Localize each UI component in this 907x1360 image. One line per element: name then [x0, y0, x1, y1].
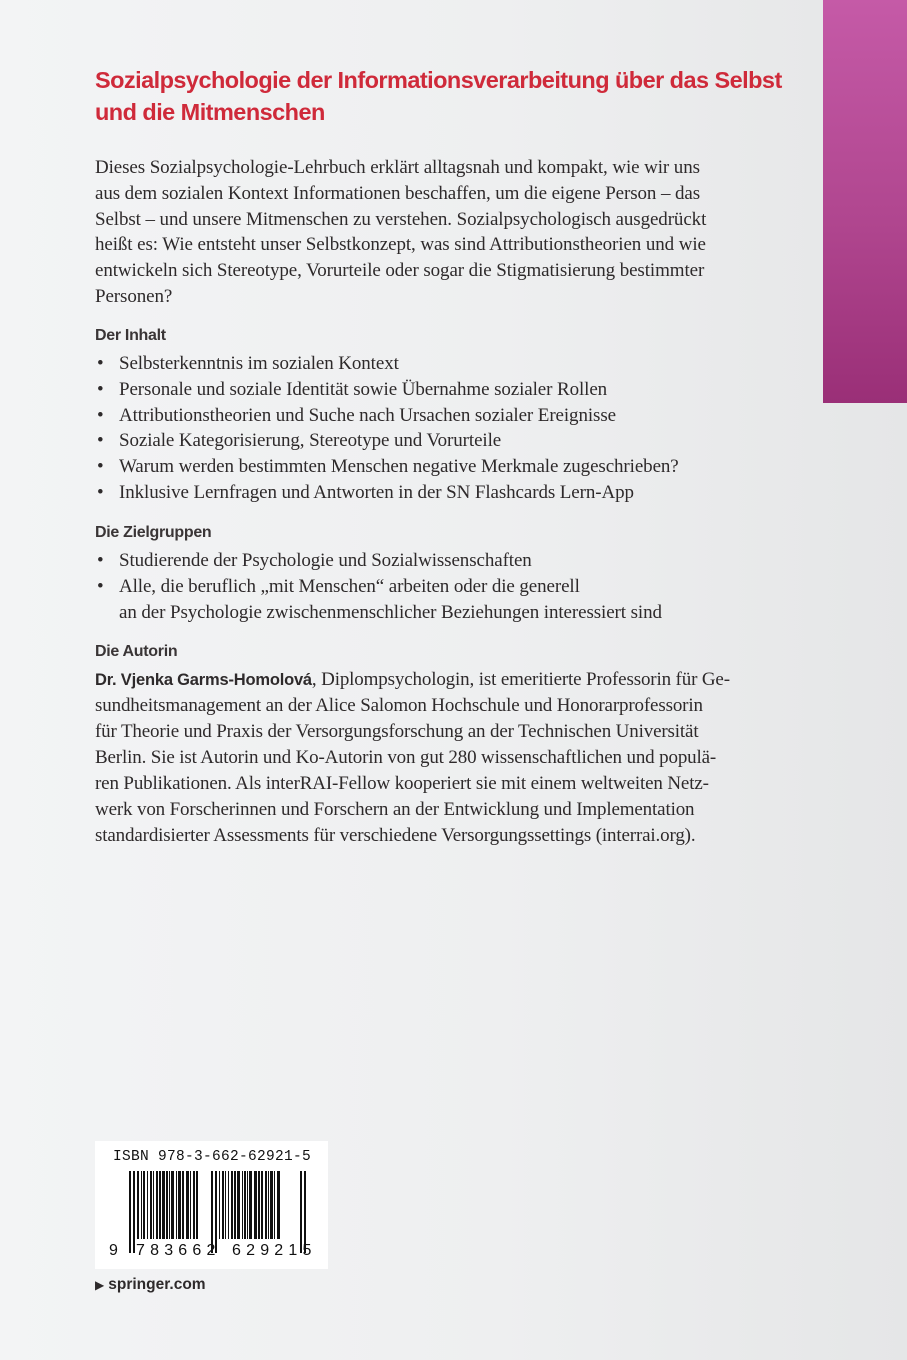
intro-line: Selbst – und unsere Mitmenschen zu verstehen. Sozialpsychologisch ausgedrückt — [95, 208, 707, 230]
barcode-bar — [162, 1171, 165, 1239]
barcode-bar — [234, 1171, 236, 1239]
intro-line: Personen? — [95, 285, 173, 307]
barcode-bar — [249, 1171, 252, 1239]
author-heading: Die Autorin — [95, 643, 178, 660]
audience-heading: Die Zielgruppen — [95, 524, 212, 541]
author-bio-line — [95, 667, 795, 693]
bullet-icon: • — [97, 430, 104, 452]
list-item — [95, 480, 679, 506]
barcode-bar — [222, 1171, 224, 1239]
website-text: springer.com — [108, 1276, 206, 1293]
intro-paragraph — [95, 155, 795, 310]
isbn-label: ISBN 978-3-662-62921-5 — [113, 1149, 312, 1165]
list-item — [95, 548, 662, 574]
barcode-digit-first: 9 — [109, 1242, 118, 1259]
bullet-icon: • — [97, 456, 104, 478]
back-cover-title — [95, 64, 795, 128]
barcode-bar — [277, 1171, 280, 1239]
author-bio-line: für Theorie und Praxis der Versorgungsforschung an der Technischen Universität — [95, 721, 699, 742]
barcode-bar — [274, 1171, 275, 1239]
barcode-bar — [169, 1171, 170, 1239]
barcode-bar — [190, 1171, 191, 1239]
barcode-bar — [268, 1171, 269, 1239]
barcode-bar — [237, 1171, 240, 1239]
list-item — [95, 351, 679, 377]
list-item-text: an der Psychologie zwischenmenschlicher Beziehungen interessiert sind — [119, 601, 662, 623]
barcode-guard-bar — [304, 1171, 306, 1253]
barcode-bar — [166, 1171, 168, 1239]
barcode-bar — [196, 1171, 198, 1239]
list-item-text: Selbsterkenntnis im sozialen Kontext — [119, 353, 399, 374]
author-bio-text: , Diplompsychologin, ist emeritierte Professorin für Ge- — [311, 669, 730, 690]
barcode-bar — [265, 1171, 267, 1239]
barcode-bar — [159, 1171, 161, 1239]
barcode-bar — [247, 1171, 248, 1239]
barcode-bar — [137, 1171, 139, 1239]
intro-line: Dieses Sozialpsychologie-Lehrbuch erklärt alltagsnah und kompakt, wie wir uns — [95, 157, 700, 178]
list-item-text: Studierende der Psychologie und Sozialwissenschaften — [119, 550, 532, 571]
barcode-bar — [244, 1171, 246, 1239]
isbn-barcode — [95, 1141, 328, 1269]
barcode-guard-bar — [129, 1171, 131, 1253]
barcode-bar — [254, 1171, 257, 1239]
bullet-icon: • — [97, 481, 104, 503]
barcode-bar — [153, 1171, 154, 1239]
list-item — [95, 403, 679, 429]
barcode-guard-bar — [211, 1171, 213, 1253]
author-bio-line: ren Publikationen. Als interRAI-Fellow kooperiert sie mit einem weltweiten Netz- — [95, 773, 709, 794]
barcode-bar — [261, 1171, 263, 1239]
bullet-icon: • — [97, 404, 104, 426]
intro-line: heißt es: Wie entsteht unser Selbstkonzept, was sind Attributionstheorien und wie — [95, 234, 706, 256]
publisher-website[interactable] — [95, 1276, 206, 1294]
barcode-bar — [182, 1171, 184, 1239]
list-item — [95, 377, 679, 403]
list-item-text: Personale und soziale Identität sowie Übernahme sozialer Rollen — [119, 378, 608, 400]
barcode-guard-bar — [133, 1171, 135, 1253]
list-item-text: Warum werden bestimmten Menschen negative Merkmale zugeschrieben? — [119, 456, 679, 478]
barcode-bar — [193, 1171, 195, 1239]
list-item — [95, 428, 679, 454]
bullet-icon: • — [97, 353, 104, 374]
author-name: Dr. Vjenka Garms-Homolová — [95, 671, 312, 689]
barcode-digits-right: 629215 — [232, 1242, 317, 1259]
audience-list — [95, 548, 662, 625]
barcode-bar — [270, 1171, 273, 1239]
barcode-guard-bar — [215, 1171, 217, 1253]
barcode-bar — [147, 1171, 148, 1239]
barcode-bar — [178, 1171, 181, 1239]
barcode-bar — [219, 1171, 220, 1239]
barcode-bar — [176, 1171, 177, 1239]
list-item — [95, 454, 679, 480]
barcode-digits-left: 783662 — [136, 1242, 221, 1259]
barcode-bar — [258, 1171, 260, 1239]
list-item-text: Soziale Kategorisierung, Stereotype und Vorurteile — [119, 430, 502, 452]
barcode-bar — [225, 1171, 226, 1239]
author-bio-line: sundheitsmanagement an der Alice Salomon Hochschule und Honorarprofessorin — [95, 695, 703, 716]
list-item-text: Alle, die beruflich „mit Menschen“ arbeiten oder die generell — [119, 575, 580, 597]
barcode-bar — [186, 1171, 189, 1239]
author-bio-line: Berlin. Sie ist Autorin und Ko-Autorin von gut 280 wissenschaftlichen und populä- — [95, 747, 717, 768]
barcode-bar — [242, 1171, 243, 1239]
list-item — [95, 574, 662, 626]
list-item-text: Attributionstheorien und Suche nach Ursachen sozialer Ereignisse — [119, 404, 616, 426]
bullet-icon: • — [97, 378, 104, 400]
barcode-bar — [143, 1171, 145, 1239]
title-line: und die Mitmenschen — [95, 99, 325, 125]
author-bio — [95, 667, 795, 849]
barcode-bar — [171, 1171, 174, 1239]
arrow-right-icon: ▶ — [95, 1278, 105, 1292]
barcode-bar — [150, 1171, 152, 1239]
barcode-bar — [231, 1171, 233, 1239]
author-bio-line: werk von Forscherinnen und Forschern an der Entwicklung und Implementation — [95, 799, 695, 820]
title-line: Sozialpsychologie der Informationsverarbeitung über das Selbst — [95, 67, 782, 93]
barcode-guard-bar — [300, 1171, 302, 1253]
contents-list — [95, 351, 679, 506]
bullet-icon: • — [97, 575, 104, 597]
barcode-bar — [156, 1171, 158, 1239]
barcode-bar — [141, 1171, 142, 1239]
intro-line: entwickeln sich Stereotype, Vorurteile oder sogar die Stigmatisierung bestimmter — [95, 260, 705, 282]
contents-heading: Der Inhalt — [95, 327, 166, 344]
accent-color-bar — [823, 0, 907, 403]
list-item-text: Inklusive Lernfragen und Antworten in der SN Flashcards Lern-App — [119, 481, 634, 503]
barcode-bar — [228, 1171, 229, 1239]
author-bio-line: standardisierter Assessments für verschiedene Versorgungssettings (interrai.org). — [95, 825, 696, 846]
intro-line: aus dem sozialen Kontext Informationen beschaffen, um die eigene Person – das — [95, 182, 701, 204]
bullet-icon: • — [97, 550, 104, 571]
